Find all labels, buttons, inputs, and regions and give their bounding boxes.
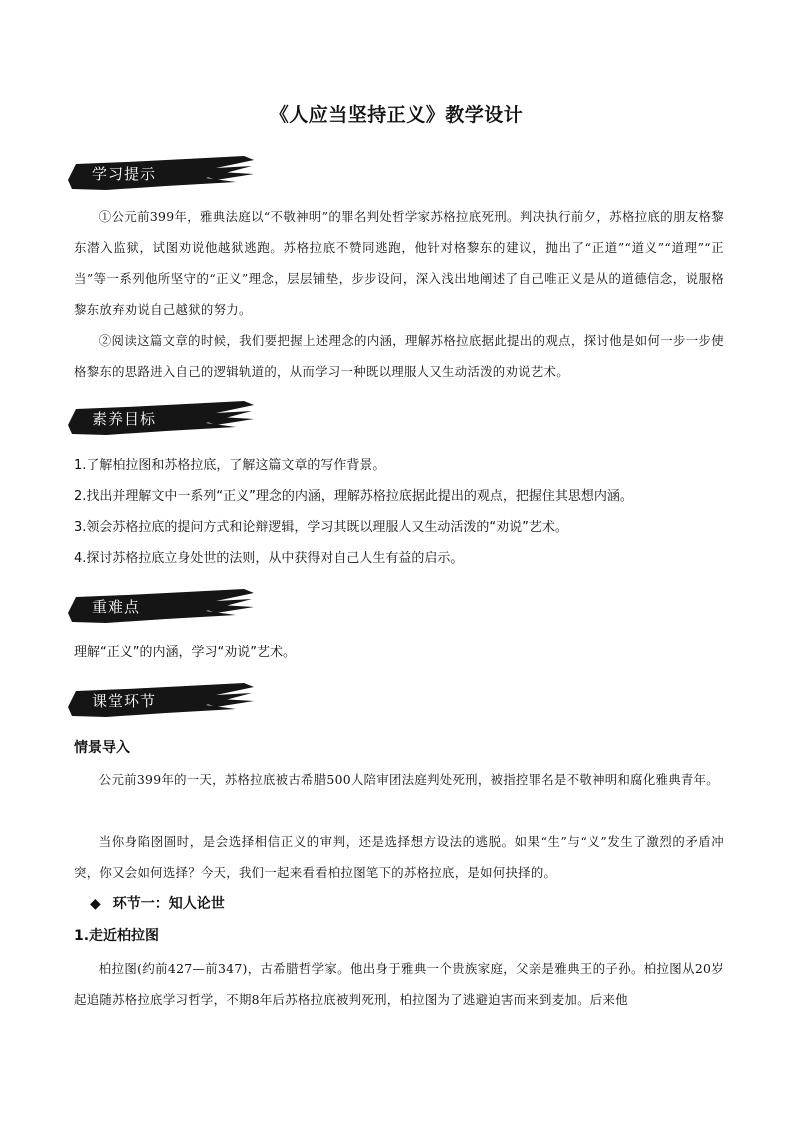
diamond-bullet-icon: ◆: [90, 896, 101, 912]
section-banner-class: [66, 683, 256, 719]
intro-heading: 情景导入: [74, 740, 130, 756]
goal-item-1: 1.了解柏拉图和苏格拉底，了解这篇文章的写作背景。: [74, 458, 386, 473]
plato-paragraph: 柏拉图(约前427—前347)，古希腊哲学家。他出身于雅典一个贵族家庭，父亲是雅典王的子孙。柏拉图从20岁起追随苏格拉底学习哲学，不期8年后苏格拉底被判死刑，柏拉图为了逃避迫害而来到麦加。后来他: [74, 961, 724, 1007]
intro-paragraph-1: 公元前399年的一天，苏格拉底被古希腊500人陪审团法庭判处死刑，被指控罪名是不敬神明和腐化雅典青年。: [98, 772, 719, 787]
section-banner-tips: [66, 156, 256, 192]
key-points-text: 理解“正义”的内涵，学习“劝说”艺术。: [74, 645, 296, 660]
section-heading-tips: 学习提示: [92, 165, 157, 183]
step-heading: [90, 893, 225, 913]
section-heading-goals: 素养目标: [92, 410, 157, 428]
goal-item-3: 3.领会苏格拉底的提问方式和论辩逻辑，学习其既以理服人又生动活泼的“劝说”艺术。: [74, 520, 568, 535]
section-heading-class: 课堂环节: [92, 692, 157, 710]
tips-paragraph-2: ②阅读这篇文章的时候，我们要把握上述理念的内涵，理解苏格拉底据此提出的观点，探讨他是如何一步一步使格黎东的思路进入自己的逻辑轨道的，从而学习一种既以理服人又生动活泼的劝说艺术。: [74, 333, 724, 379]
tips-paragraph-1: ①公元前399年，雅典法庭以“不敬神明”的罪名判处哲学家苏格拉底死刑。判决执行前夕，苏格拉底的朋友格黎东潜入监狱，试图劝说他越狱逃跑。苏格拉底不赞同逃跑，他针对格黎东的建议，抛出了“正道”“道义”“道理”“正当”等一系列他所坚守的“正义”理念，层层铺垫，步步设问，深入浅出地阐述了自己唯正义是从的道德信念，说服格黎东放弃劝说自己越狱的努力。: [74, 209, 724, 317]
goal-item-4: 4.探讨苏格拉底立身处世的法则，从中获得对自己人生有益的启示。: [74, 551, 464, 566]
section-heading-key: 重难点: [92, 598, 141, 616]
step-heading-text: 环节一：知人论世: [112, 896, 225, 912]
goal-item-2: 2.找出并理解文中一系列“正义”理念的内涵，理解苏格拉底据此提出的观点，把握住其思想内涵。: [74, 489, 633, 504]
section-banner-key: [66, 589, 256, 625]
document-title: 《人应当坚持正义》教学设计: [269, 104, 524, 126]
intro-paragraph-2: 当你身陷囹圄时，是会选择相信正义的审判，还是选择想方设法的逃脱。如果“生”与“义”发生了激烈的矛盾冲突，你又会如何选择？今天，我们一起来看看柏拉图笔下的苏格拉底，是如何抉择的。: [74, 834, 724, 880]
sub-heading-plato: 1.走近柏拉图: [74, 928, 160, 944]
section-banner-goals: [66, 401, 256, 437]
